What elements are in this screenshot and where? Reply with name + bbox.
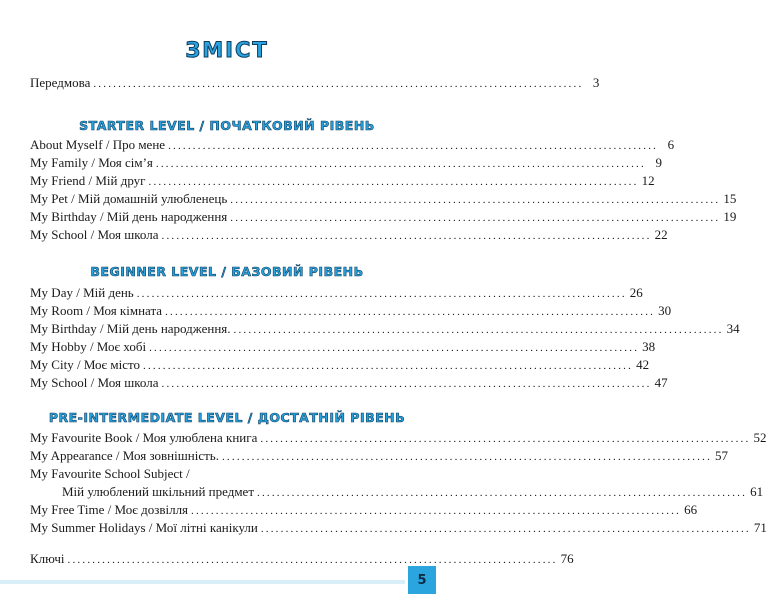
dot-leader: ................................................................................................... (149, 342, 640, 354)
toc-entry-label: My City / Моє місто (30, 357, 140, 372)
dot-leader: ................................................................................................... (136, 288, 627, 300)
toc-entry[interactable] (30, 320, 740, 338)
toc-entry-first-line[interactable] (30, 465, 398, 483)
dot-leader: ................................................................................................... (67, 554, 558, 566)
toc-entry[interactable] (30, 501, 698, 519)
toc-entry-label: My Hobby / Моє хобі (30, 339, 147, 354)
toc-entry-label: My Birthday / Мій день народження (30, 209, 228, 224)
page-title: ЗМІСТ (185, 38, 269, 62)
toc-entry-label: My Day / Мій день (30, 285, 134, 300)
toc-entry-label: My Appearance / Моя зовнішність. (30, 448, 219, 463)
toc-entry-page: 52 (753, 430, 767, 445)
dot-leader: ................................................................................................... (165, 306, 656, 318)
toc-entry[interactable] (30, 302, 672, 320)
toc-entry-label: My Room / Моя кімната (30, 303, 163, 318)
footer-stripe (0, 580, 405, 584)
dot-leader: ................................................................................................... (148, 176, 639, 188)
toc-entry-page: 30 (658, 303, 672, 318)
toc-entry-continuation[interactable] (62, 483, 764, 501)
toc-entry-page: 66 (684, 502, 698, 517)
toc-entry-page: 19 (723, 209, 737, 224)
toc-entry[interactable] (30, 429, 767, 447)
toc-entry-page: 57 (715, 448, 729, 463)
dot-leader: ................................................................................................... (93, 78, 584, 90)
toc-entry-label: My Birthday / Мій день народження. (30, 321, 231, 336)
toc-entry-label: My Family / Моя сім’я (30, 155, 153, 170)
toc-entry[interactable] (30, 447, 729, 465)
toc-entry-page: 61 (750, 484, 764, 499)
toc-entry[interactable] (30, 338, 656, 356)
toc-entry-page: 3 (592, 75, 600, 90)
toc-entry-foreword[interactable] (30, 74, 600, 92)
footer-band (0, 574, 454, 609)
toc-entry[interactable] (30, 356, 650, 374)
toc-entry-label: About Myself / Про мене (30, 137, 166, 152)
toc-entry-label: My School / Моя школа (30, 375, 159, 390)
toc-entry-page: 6 (667, 137, 675, 152)
dot-leader: ................................................................................................... (221, 451, 713, 463)
dot-leader: ................................................................................................... (168, 140, 659, 152)
section-heading-starter: STARTER LEVEL / ПОЧАТКОВИЙ РІВЕНЬ (79, 118, 375, 133)
toc-entry-keys[interactable] (30, 550, 574, 568)
section-heading-beginner: BEGINNER LEVEL / БАЗОВИЙ РІВЕНЬ (90, 264, 364, 279)
toc-entry[interactable] (30, 190, 737, 208)
toc-entry[interactable] (30, 284, 643, 302)
toc-entry[interactable] (30, 208, 737, 226)
page-number-badge: 5 (408, 566, 436, 594)
toc-entry-page: 34 (726, 321, 740, 336)
dot-leader: ................................................................................................... (143, 360, 634, 372)
toc-entry[interactable] (30, 136, 675, 154)
toc-entry-label: My Friend / Мій друг (30, 173, 146, 188)
toc-entry-label: My Summer Holidays / Мої літні канікули (30, 520, 258, 535)
dot-leader: ................................................................................................... (230, 194, 721, 206)
toc-entry[interactable] (30, 374, 668, 392)
dot-leader: ................................................................................................... (161, 230, 652, 242)
toc-entry-page: 9 (655, 155, 662, 170)
toc-entry-page: 38 (642, 339, 656, 354)
toc-entry-label: My Favourite Book / Моя улюблена книга (30, 430, 258, 445)
toc-entry-page: 15 (723, 191, 737, 206)
toc-entry-page: 42 (636, 357, 650, 372)
dot-leader: ................................................................................................... (155, 158, 646, 170)
toc-entry-page: 12 (641, 173, 655, 188)
section-heading-pre-intermediate: PRE-INTERMEDIATE LEVEL / ДОСТАТНІЙ РІВЕНЬ (48, 410, 406, 425)
toc-entry[interactable] (30, 226, 668, 244)
toc-entry-label: Мій улюблений шкільний предмет (62, 484, 254, 499)
toc-entry-page: 47 (654, 375, 668, 390)
toc-entry-page: 76 (560, 551, 574, 566)
dot-leader: ................................................................................................... (260, 523, 751, 535)
toc-entry-label: My Free Time / Моє дозвілля (30, 502, 189, 517)
toc-entry-label: Ключі (30, 551, 65, 566)
dot-leader: ................................................................................................... (230, 212, 721, 224)
toc-entry-page: 26 (629, 285, 643, 300)
toc-entry-label: Передмова (30, 75, 91, 90)
toc-entry[interactable] (30, 519, 767, 537)
toc-entry-page: 71 (753, 520, 767, 535)
dot-leader: ................................................................................................... (161, 378, 652, 390)
toc-entry-page: 22 (654, 227, 668, 242)
dot-leader: ................................................................................................... (233, 324, 724, 336)
toc-entry-label: My Favourite School Subject / (30, 466, 190, 481)
toc-entry-label: My Pet / Мій домашній улюбленець (30, 191, 228, 206)
toc-entry[interactable] (30, 154, 662, 172)
toc-entry-label: My School / Моя школа (30, 227, 159, 242)
dot-leader: ................................................................................................... (260, 433, 751, 445)
dot-leader: ................................................................................................... (257, 487, 748, 499)
dot-leader: ................................................................................................... (191, 505, 682, 517)
toc-entry[interactable] (30, 172, 655, 190)
